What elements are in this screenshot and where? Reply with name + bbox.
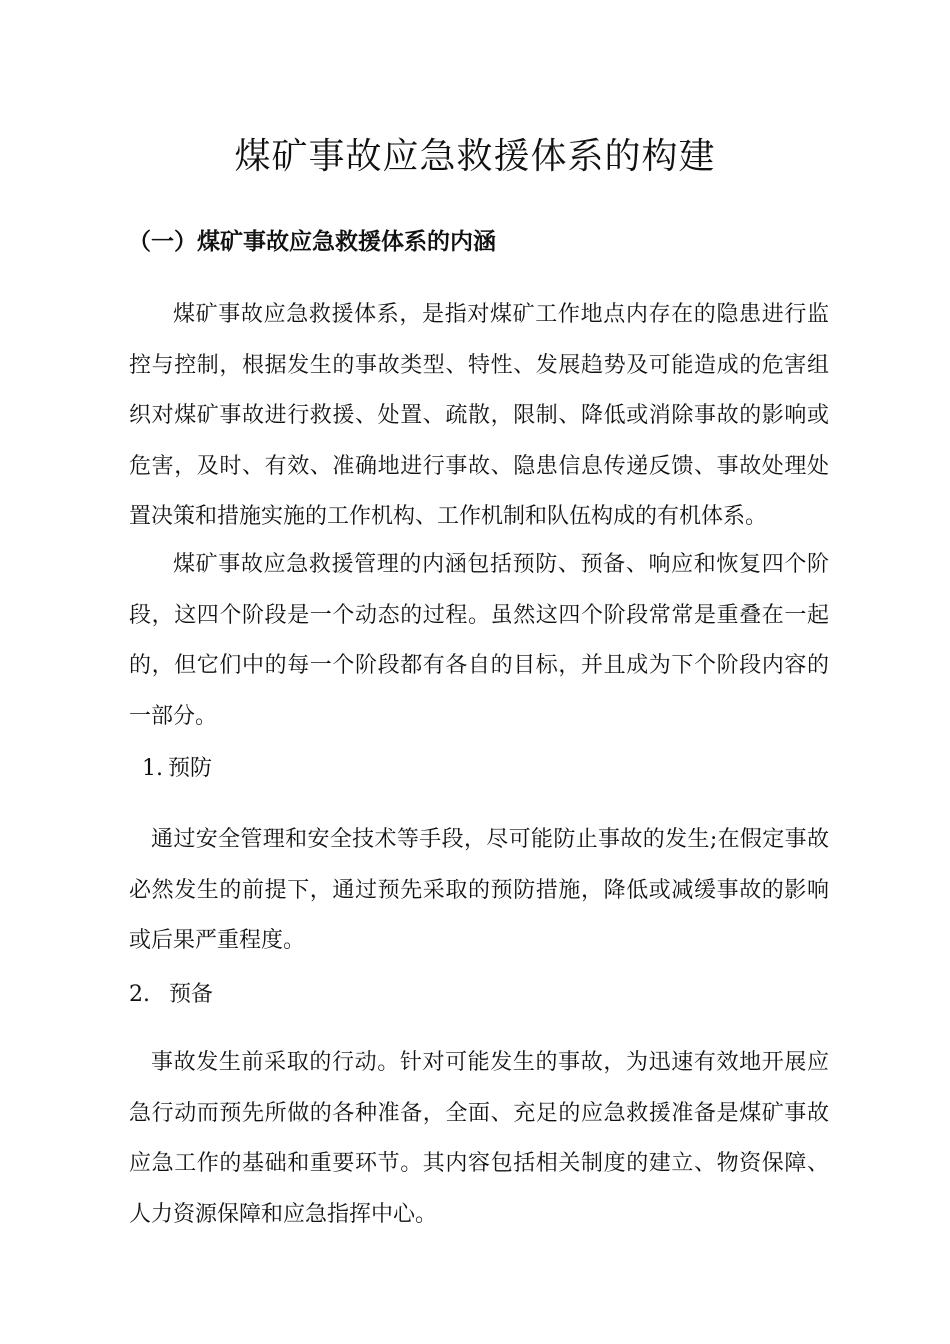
paragraph-preparedness: 事故发生前采取的行动。针对可能发生的事故，为迅速有效地开展应急行动而预先所做的各种准备，全面、充足的应急救援准备是煤矿事故应急工作的基础和重要环节。其内容包括相关制度的建立、物资保障、人力资源保障和应急指挥中心。 [129,1050,829,1227]
list-label: 预备 [169,982,214,1007]
list-label: 预防 [168,756,213,781]
list-number: 2. [129,982,150,1007]
paragraph-prevention: 通过安全管理和安全技术等手段，尽可能防止事故的发生;在假定事故必然发生的前提下，通过预先采取的预防措施，降低或减缓事故的影响或后果严重程度。 [129,827,829,953]
list-item-preparedness [129,977,213,1013]
document-title: 煤矿事故应急救援体系的构建 [234,136,716,177]
paragraph-stages: 煤矿事故应急救援管理的内涵包括预防、预备、响应和恢复四个阶段，这四个阶段是一个动态的过程。虽然这四个阶段常常是重叠在一起的，但它们中的每一个阶段都有各自的目标，并且成为下个阶段内容的一部分。 [129,552,829,729]
list-number: 1. [142,756,163,781]
list-item-prevention [142,751,212,787]
paragraph-definition: 煤矿事故应急救援体系，是指对煤矿工作地点内存在的隐患进行监控与控制，根据发生的事故类型、特性、发展趋势及可能造成的危害组织对煤矿事故进行救援、处置、疏散，限制、降低或消除事故的影响或危害，及时、有效、准确地进行事故、隐患信息传递反馈、事故处理处置决策和措施实施的工作机构、工作机制和队伍构成的有机体系。 [129,302,829,529]
section-heading: （一）煤矿事故应急救援体系的内涵 [128,229,496,255]
